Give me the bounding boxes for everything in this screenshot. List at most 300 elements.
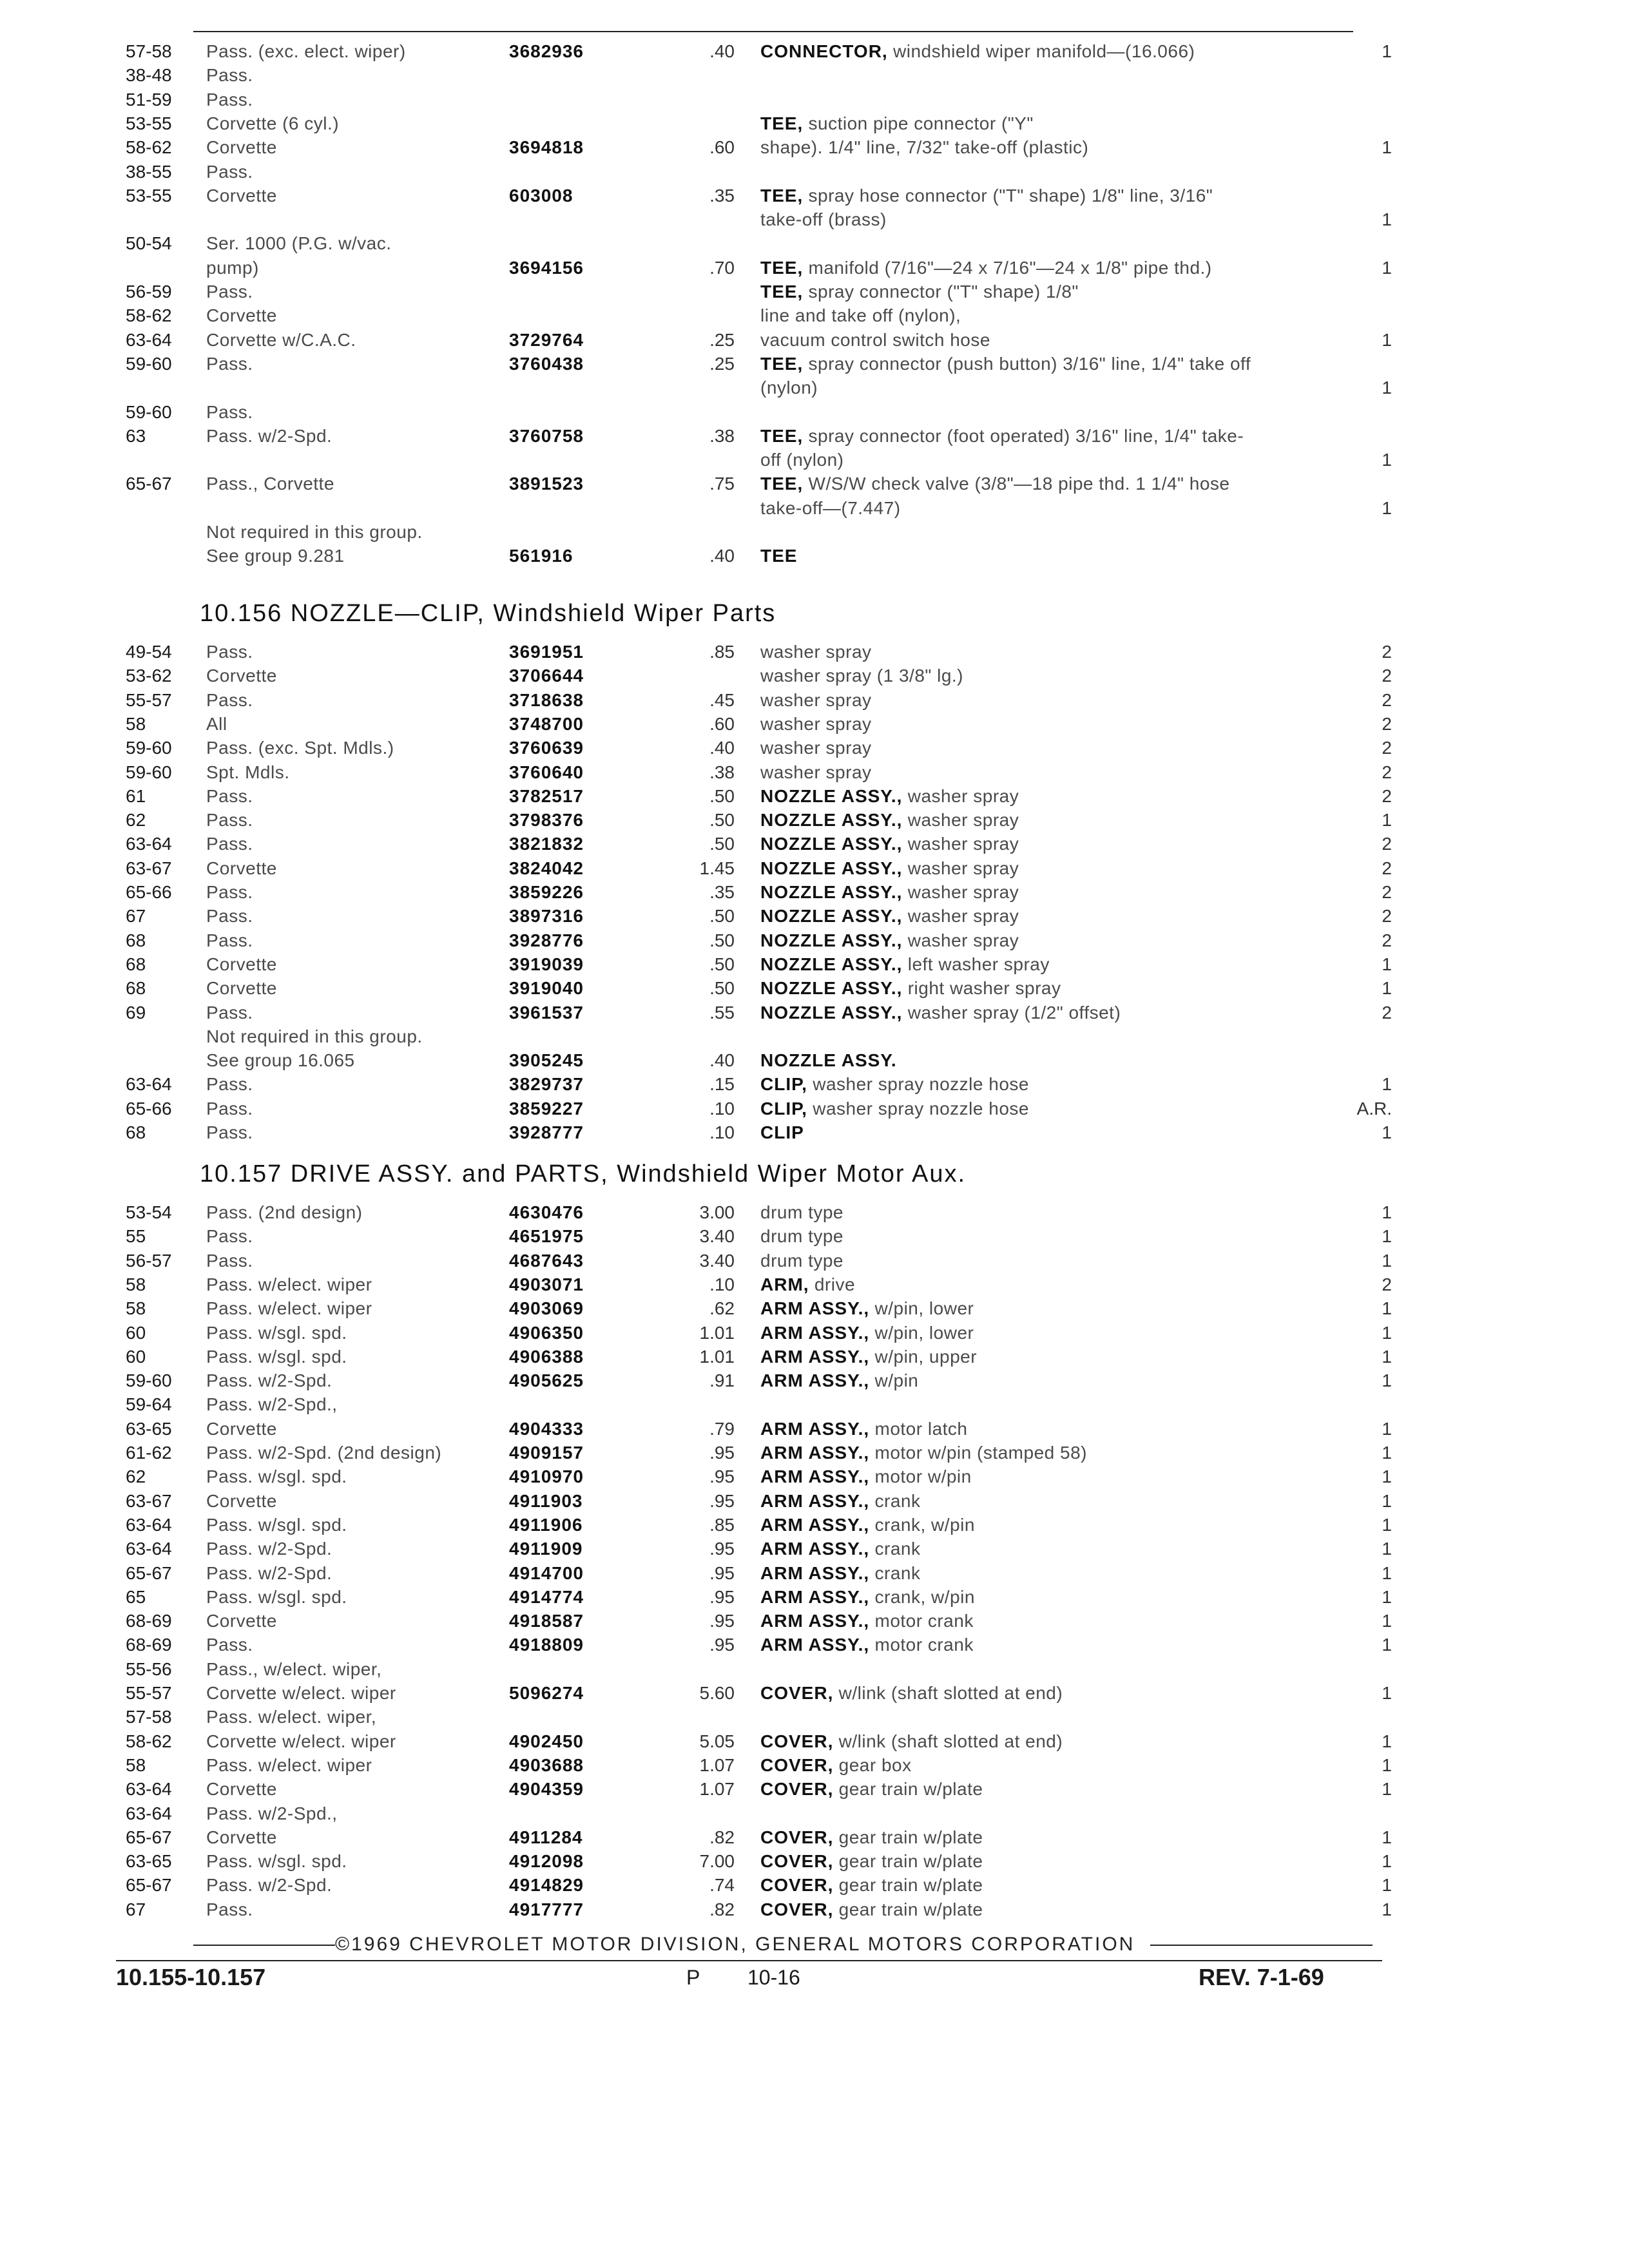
- quantity-cell: 2: [1382, 1002, 1392, 1023]
- item-description: motor crank: [874, 1635, 974, 1655]
- part-number-cell: 3760438: [509, 353, 584, 374]
- quantity-cell: 2: [1382, 785, 1392, 806]
- description-cell: [760, 761, 872, 784]
- quantity-cell: 1: [1382, 41, 1392, 61]
- price-cell: 3.40: [699, 1250, 735, 1271]
- application-cell: Pass. (exc. elect. wiper): [206, 41, 406, 61]
- description-cell: [760, 1297, 974, 1320]
- quantity-cell: A.R.: [1356, 1098, 1392, 1119]
- description-cell: [760, 881, 1019, 904]
- part-row: [0, 401, 1629, 424]
- item-label: TEE,: [760, 474, 804, 494]
- quantity-cell: 1: [1382, 1683, 1392, 1703]
- description-cell: [760, 1097, 1029, 1120]
- part-row: [0, 785, 1629, 808]
- part-number-cell: 3859227: [509, 1098, 584, 1119]
- years-cell: 65-67: [126, 474, 172, 494]
- price-cell: .40: [709, 41, 735, 61]
- part-row: [0, 1097, 1629, 1120]
- description-cell: [760, 1049, 897, 1072]
- application-cell: Pass.: [206, 882, 253, 902]
- item-label: ARM ASSY.,: [760, 1635, 870, 1655]
- price-cell: .91: [709, 1370, 735, 1391]
- part-number-cell: 4909157: [509, 1443, 584, 1463]
- description-cell: [760, 1778, 983, 1801]
- application-cell: Pass.: [206, 642, 253, 662]
- description-cell: [760, 736, 872, 760]
- part-row: [0, 1121, 1629, 1144]
- price-cell: .50: [709, 954, 735, 974]
- description-cell: [760, 1345, 977, 1369]
- part-number-cell: 4630476: [509, 1202, 584, 1222]
- price-cell: .15: [709, 1074, 735, 1095]
- description-cell: [760, 1514, 975, 1537]
- quantity-cell: 1: [1382, 1539, 1392, 1559]
- part-number-cell: 4687643: [509, 1250, 584, 1271]
- item-label: COVER,: [760, 1899, 834, 1919]
- part-number-cell: 3748700: [509, 713, 584, 734]
- price-cell: .45: [709, 689, 735, 710]
- price-cell: .95: [709, 1490, 735, 1511]
- item-label: NOZZLE ASSY.,: [760, 810, 903, 831]
- item-description: washer spray: [760, 738, 872, 758]
- quantity-cell: 1: [1382, 1322, 1392, 1343]
- years-cell: 53-54: [126, 1202, 172, 1222]
- item-label: TEE,: [760, 282, 804, 302]
- top-rule: [193, 31, 1353, 32]
- item-label: TEE,: [760, 113, 804, 133]
- copyright-rule-right: [1150, 1945, 1373, 1946]
- years-cell: 65-67: [126, 1827, 172, 1847]
- years-cell: 57-58: [126, 1707, 172, 1727]
- description-cell: [760, 1225, 843, 1248]
- part-row: [0, 1225, 1629, 1248]
- part-row: [0, 905, 1629, 928]
- item-description: spray connector ("T" shape) 1/8": [808, 282, 1079, 302]
- years-cell: 59-60: [126, 401, 172, 422]
- item-label: NOZZLE ASSY.,: [760, 834, 903, 854]
- item-description: washer spray: [760, 762, 872, 782]
- application-cell: Pass. w/elect. wiper,: [206, 1707, 377, 1727]
- part-row: [0, 1898, 1629, 1921]
- part-row: [0, 1658, 1629, 1681]
- quantity-cell: 1: [1382, 378, 1392, 398]
- years-cell: 38-55: [126, 161, 172, 182]
- part-number-cell: 4906350: [509, 1322, 584, 1343]
- item-label: COVER,: [760, 1779, 834, 1800]
- item-description: drum type: [760, 1202, 843, 1222]
- item-label: ARM ASSY.,: [760, 1514, 870, 1535]
- part-number-cell: 4911909: [509, 1539, 583, 1559]
- part-row: [0, 953, 1629, 976]
- years-cell: 68: [126, 1122, 146, 1142]
- part-row: [0, 1706, 1629, 1729]
- years-cell: 61-62: [126, 1443, 172, 1463]
- price-cell: .95: [709, 1611, 735, 1631]
- part-row: [0, 1441, 1629, 1465]
- part-row: [0, 1802, 1629, 1825]
- price-cell: 5.60: [699, 1683, 735, 1703]
- part-row: [0, 521, 1629, 544]
- part-row: [0, 88, 1629, 111]
- part-number-cell: 4904359: [509, 1779, 584, 1800]
- years-cell: 68: [126, 978, 146, 999]
- part-number-cell: 4911906: [509, 1514, 583, 1535]
- description-cell: [760, 664, 963, 687]
- part-number-cell: 3760640: [509, 762, 584, 782]
- application-cell: Ser. 1000 (P.G. w/vac.: [206, 233, 392, 254]
- part-number-cell: 4911284: [509, 1827, 583, 1847]
- years-cell: 65: [126, 1586, 146, 1607]
- quantity-cell: 2: [1382, 1274, 1392, 1294]
- part-row: [0, 1369, 1629, 1392]
- application-cell: Pass. w/2-Spd.: [206, 425, 333, 446]
- price-cell: .95: [709, 1443, 735, 1463]
- application-cell: Pass.: [206, 906, 253, 927]
- quantity-cell: 1: [1382, 1074, 1392, 1095]
- part-row: [0, 857, 1629, 880]
- price-cell: .60: [709, 137, 735, 158]
- item-description: (nylon): [760, 378, 818, 398]
- quantity-cell: 1: [1382, 1562, 1392, 1583]
- description-cell: [760, 640, 872, 664]
- part-row: [0, 1249, 1629, 1273]
- years-cell: 55-57: [126, 689, 172, 710]
- item-label: COVER,: [760, 1731, 834, 1751]
- quantity-cell: 1: [1382, 450, 1392, 470]
- years-cell: 65-66: [126, 882, 172, 902]
- part-number-cell: 4914774: [509, 1586, 584, 1607]
- years-cell: 58-62: [126, 137, 172, 158]
- years-cell: 58: [126, 1754, 146, 1775]
- part-number-cell: 4651975: [509, 1226, 584, 1247]
- application-cell: Not required in this group.: [206, 1026, 423, 1046]
- description-cell: [760, 1001, 1121, 1024]
- part-row: [0, 304, 1629, 327]
- item-label: COVER,: [760, 1754, 834, 1775]
- description-cell: [760, 1073, 1029, 1096]
- application-cell: Corvette: [206, 305, 277, 326]
- application-cell: Pass.: [206, 65, 253, 86]
- item-description: spray connector (foot operated) 3/16" line, 1/4" take-: [808, 425, 1244, 446]
- description-cell: [760, 544, 797, 568]
- part-number-cell: 603008: [509, 185, 574, 206]
- part-number-cell: 4902450: [509, 1731, 584, 1751]
- years-cell: 63-65: [126, 1418, 172, 1439]
- part-number-cell: 3928777: [509, 1122, 584, 1142]
- years-cell: 63-64: [126, 1074, 172, 1095]
- application-cell: Pass. w/elect. wiper: [206, 1298, 372, 1319]
- part-number-cell: 4903688: [509, 1754, 584, 1775]
- price-cell: .50: [709, 906, 735, 927]
- application-cell: Corvette w/elect. wiper: [206, 1731, 396, 1751]
- price-cell: .10: [709, 1122, 735, 1142]
- part-row: [0, 329, 1629, 352]
- quantity-cell: 2: [1382, 666, 1392, 686]
- years-cell: 68: [126, 954, 146, 974]
- application-cell: Pass.: [206, 1635, 253, 1655]
- years-cell: 59-64: [126, 1394, 172, 1415]
- description-cell: [760, 1633, 974, 1657]
- description-cell: [760, 1874, 983, 1897]
- part-number-cell: 3891523: [509, 474, 584, 494]
- part-row: [0, 544, 1629, 568]
- quantity-cell: 1: [1382, 329, 1392, 350]
- part-row: [0, 761, 1629, 784]
- part-row: [0, 1393, 1629, 1416]
- part-row: [0, 208, 1629, 231]
- application-cell: Pass.: [206, 282, 253, 302]
- application-cell: Pass. w/2-Spd.: [206, 1370, 333, 1391]
- years-cell: 63-67: [126, 1490, 172, 1511]
- item-label: CLIP: [760, 1122, 804, 1142]
- application-cell: Corvette: [206, 858, 277, 878]
- item-label: COVER,: [760, 1851, 834, 1872]
- application-cell: Corvette: [206, 1490, 277, 1511]
- application-cell: Pass. w/2-Spd.,: [206, 1803, 338, 1823]
- years-cell: 59-60: [126, 353, 172, 374]
- quantity-cell: 1: [1382, 257, 1392, 278]
- item-description: drum type: [760, 1226, 843, 1247]
- price-cell: .60: [709, 713, 735, 734]
- part-number-cell: 3919040: [509, 978, 584, 999]
- application-cell: Corvette: [206, 954, 277, 974]
- part-row: [0, 1465, 1629, 1488]
- item-label: ARM ASSY.,: [760, 1443, 870, 1463]
- quantity-cell: 1: [1382, 978, 1392, 999]
- copyright-line: [0, 1932, 1629, 1957]
- description-cell: [760, 1121, 804, 1144]
- part-number-cell: 3928776: [509, 930, 584, 950]
- item-label: TEE: [760, 546, 798, 566]
- application-cell: All: [206, 713, 227, 734]
- price-cell: .95: [709, 1466, 735, 1487]
- page-letter: P: [686, 1966, 700, 1989]
- application-cell: Pass.: [206, 1250, 253, 1271]
- item-description: crank: [874, 1539, 921, 1559]
- item-description: gear train w/plate: [838, 1851, 983, 1872]
- description-cell: [760, 1562, 920, 1585]
- part-row: [0, 1633, 1629, 1657]
- years-cell: 63-64: [126, 329, 172, 350]
- quantity-cell: 1: [1382, 810, 1392, 831]
- item-label: ARM ASSY.,: [760, 1346, 870, 1367]
- part-number-cell: 4918587: [509, 1611, 584, 1631]
- part-number-cell: 4917777: [509, 1899, 584, 1919]
- application-cell: Pass.: [206, 1122, 253, 1142]
- price-cell: .95: [709, 1635, 735, 1655]
- item-description: motor crank: [874, 1611, 974, 1631]
- application-cell: Not required in this group.: [206, 522, 423, 542]
- quantity-cell: 1: [1382, 1731, 1392, 1751]
- part-number-cell: 3760758: [509, 425, 584, 446]
- years-cell: 61: [126, 785, 146, 806]
- part-number-cell: 5096274: [509, 1683, 584, 1703]
- years-cell: 60: [126, 1346, 146, 1367]
- description-cell: [760, 112, 1034, 135]
- item-label: NOZZLE ASSY.,: [760, 906, 903, 927]
- description-cell: [760, 785, 1019, 808]
- item-description: washer spray nozzle hose: [813, 1098, 1029, 1119]
- application-cell: Pass. w/2-Spd.,: [206, 1394, 338, 1415]
- description-cell: [760, 929, 1019, 952]
- description-cell: [760, 1273, 855, 1296]
- part-row: [0, 425, 1629, 448]
- description-cell: [760, 953, 1050, 976]
- years-cell: 59-60: [126, 1370, 172, 1391]
- part-row: [0, 689, 1629, 712]
- item-description: washer spray: [907, 930, 1019, 950]
- price-cell: 3.00: [699, 1202, 735, 1222]
- years-cell: 68-69: [126, 1611, 172, 1631]
- quantity-cell: 1: [1382, 1899, 1392, 1919]
- part-row: [0, 1537, 1629, 1561]
- quantity-cell: 1: [1382, 1443, 1392, 1463]
- application-cell: Pass. w/2-Spd. (2nd design): [206, 1443, 442, 1463]
- part-row: [0, 1826, 1629, 1849]
- application-cell: Corvette w/elect. wiper: [206, 1683, 396, 1703]
- price-cell: 1.01: [699, 1322, 735, 1343]
- application-cell: Pass.: [206, 1002, 253, 1023]
- part-number-cell: 4905625: [509, 1370, 584, 1391]
- item-label: COVER,: [760, 1683, 834, 1703]
- item-label: CONNECTOR,: [760, 41, 888, 61]
- application-cell: Pass. (exc. Spt. Mdls.): [206, 738, 394, 758]
- item-label: ARM,: [760, 1274, 809, 1294]
- item-description: w/link (shaft slotted at end): [838, 1731, 1063, 1751]
- quantity-cell: 1: [1382, 137, 1392, 158]
- item-description: washer spray (1 3/8" lg.): [760, 666, 964, 686]
- quantity-cell: 1: [1382, 1298, 1392, 1319]
- item-label: TEE,: [760, 353, 804, 374]
- quantity-cell: 1: [1382, 1851, 1392, 1872]
- item-description: crank: [874, 1490, 921, 1511]
- price-cell: 1.01: [699, 1346, 735, 1367]
- application-cell: Corvette: [206, 1779, 277, 1800]
- item-label: ARM ASSY.,: [760, 1298, 870, 1319]
- item-description: shape). 1/4" line, 7/32" take-off (plastic): [760, 137, 1089, 158]
- application-cell: Corvette: [206, 1611, 277, 1631]
- application-cell: Corvette (6 cyl.): [206, 113, 340, 133]
- part-row: [0, 1778, 1629, 1801]
- application-cell: Pass.: [206, 401, 253, 422]
- application-cell: Spt. Mdls.: [206, 762, 290, 782]
- quantity-cell: 1: [1382, 1875, 1392, 1896]
- item-label: ARM ASSY.,: [760, 1539, 870, 1559]
- years-cell: 60: [126, 1322, 146, 1343]
- application-cell: Pass.: [206, 1098, 253, 1119]
- part-number-cell: 4904333: [509, 1418, 584, 1439]
- price-cell: .55: [709, 1002, 735, 1023]
- item-description: W/S/W check valve (3/8"—18 pipe thd. 1 1/4" hose: [808, 474, 1230, 494]
- quantity-cell: 1: [1382, 209, 1392, 230]
- part-number-cell: 3824042: [509, 858, 584, 878]
- part-number-cell: 3829737: [509, 1074, 584, 1095]
- description-cell: [760, 977, 1061, 1000]
- years-cell: 38-48: [126, 65, 172, 86]
- part-row: [0, 713, 1629, 736]
- part-row: [0, 977, 1629, 1000]
- part-number-cell: 561916: [509, 546, 574, 566]
- item-description: motor w/pin: [874, 1466, 972, 1487]
- description-cell: [760, 448, 844, 472]
- price-cell: 7.00: [699, 1851, 735, 1872]
- quantity-cell: 2: [1382, 713, 1392, 734]
- item-label: ARM ASSY.,: [760, 1490, 870, 1511]
- section-title: 10.157 DRIVE ASSY. and PARTS, Windshield Wiper Motor Aux.: [200, 1160, 967, 1187]
- description-cell: [760, 280, 1079, 303]
- part-number-cell: 4914700: [509, 1562, 584, 1583]
- part-row: [0, 1586, 1629, 1609]
- years-cell: 55-56: [126, 1658, 172, 1679]
- item-description: washer spray nozzle hose: [813, 1074, 1029, 1095]
- application-cell: Corvette: [206, 1827, 277, 1847]
- application-cell: Corvette: [206, 185, 277, 206]
- years-cell: 58: [126, 1274, 146, 1294]
- part-row: [0, 1297, 1629, 1320]
- part-number-cell: 4903069: [509, 1298, 584, 1319]
- part-number-cell: 3694156: [509, 257, 584, 278]
- description-cell: [760, 1418, 968, 1441]
- part-row: [0, 40, 1629, 63]
- price-cell: .62: [709, 1298, 735, 1319]
- application-cell: Pass.: [206, 161, 253, 182]
- years-cell: 50-54: [126, 233, 172, 254]
- quantity-cell: 1: [1382, 1827, 1392, 1847]
- quantity-cell: 1: [1382, 1586, 1392, 1607]
- price-cell: 1.07: [699, 1754, 735, 1775]
- description-cell: [760, 256, 1212, 280]
- years-cell: 55-57: [126, 1683, 172, 1703]
- item-label: ARM ASSY.,: [760, 1562, 870, 1583]
- application-cell: pump): [206, 257, 259, 278]
- part-row: [0, 1730, 1629, 1753]
- item-description: w/pin, lower: [874, 1322, 974, 1343]
- quantity-cell: 2: [1382, 882, 1392, 902]
- item-description: off (nylon): [760, 450, 844, 470]
- quantity-cell: 1: [1382, 1754, 1392, 1775]
- price-cell: .10: [709, 1274, 735, 1294]
- price-cell: .10: [709, 1098, 735, 1119]
- application-cell: Corvette: [206, 978, 277, 999]
- years-cell: 59-60: [126, 738, 172, 758]
- application-cell: Pass. w/2-Spd.: [206, 1875, 333, 1896]
- item-label: TEE,: [760, 185, 804, 206]
- description-cell: [760, 304, 961, 327]
- item-label: CLIP,: [760, 1098, 807, 1119]
- application-cell: Pass. w/sgl. spd.: [206, 1322, 347, 1343]
- description-cell: [760, 832, 1019, 856]
- part-row: [0, 1490, 1629, 1513]
- item-label: ARM ASSY.,: [760, 1611, 870, 1631]
- price-cell: .95: [709, 1539, 735, 1559]
- years-cell: 65-67: [126, 1875, 172, 1896]
- item-description: left washer spray: [907, 954, 1050, 974]
- part-number-cell: 3798376: [509, 810, 584, 831]
- item-description: gear box: [838, 1754, 912, 1775]
- item-label: ARM ASSY.,: [760, 1586, 870, 1607]
- part-number-cell: 3961537: [509, 1002, 584, 1023]
- application-cell: Pass. w/2-Spd.: [206, 1562, 333, 1583]
- item-description: washer spray: [760, 713, 872, 734]
- part-row: [0, 497, 1629, 520]
- footer-rule: [116, 1960, 1382, 1961]
- item-description: gear train w/plate: [838, 1779, 983, 1800]
- years-cell: 53-62: [126, 666, 172, 686]
- item-label: COVER,: [760, 1827, 834, 1847]
- years-cell: 58: [126, 713, 146, 734]
- application-cell: Pass. w/elect. wiper: [206, 1274, 372, 1294]
